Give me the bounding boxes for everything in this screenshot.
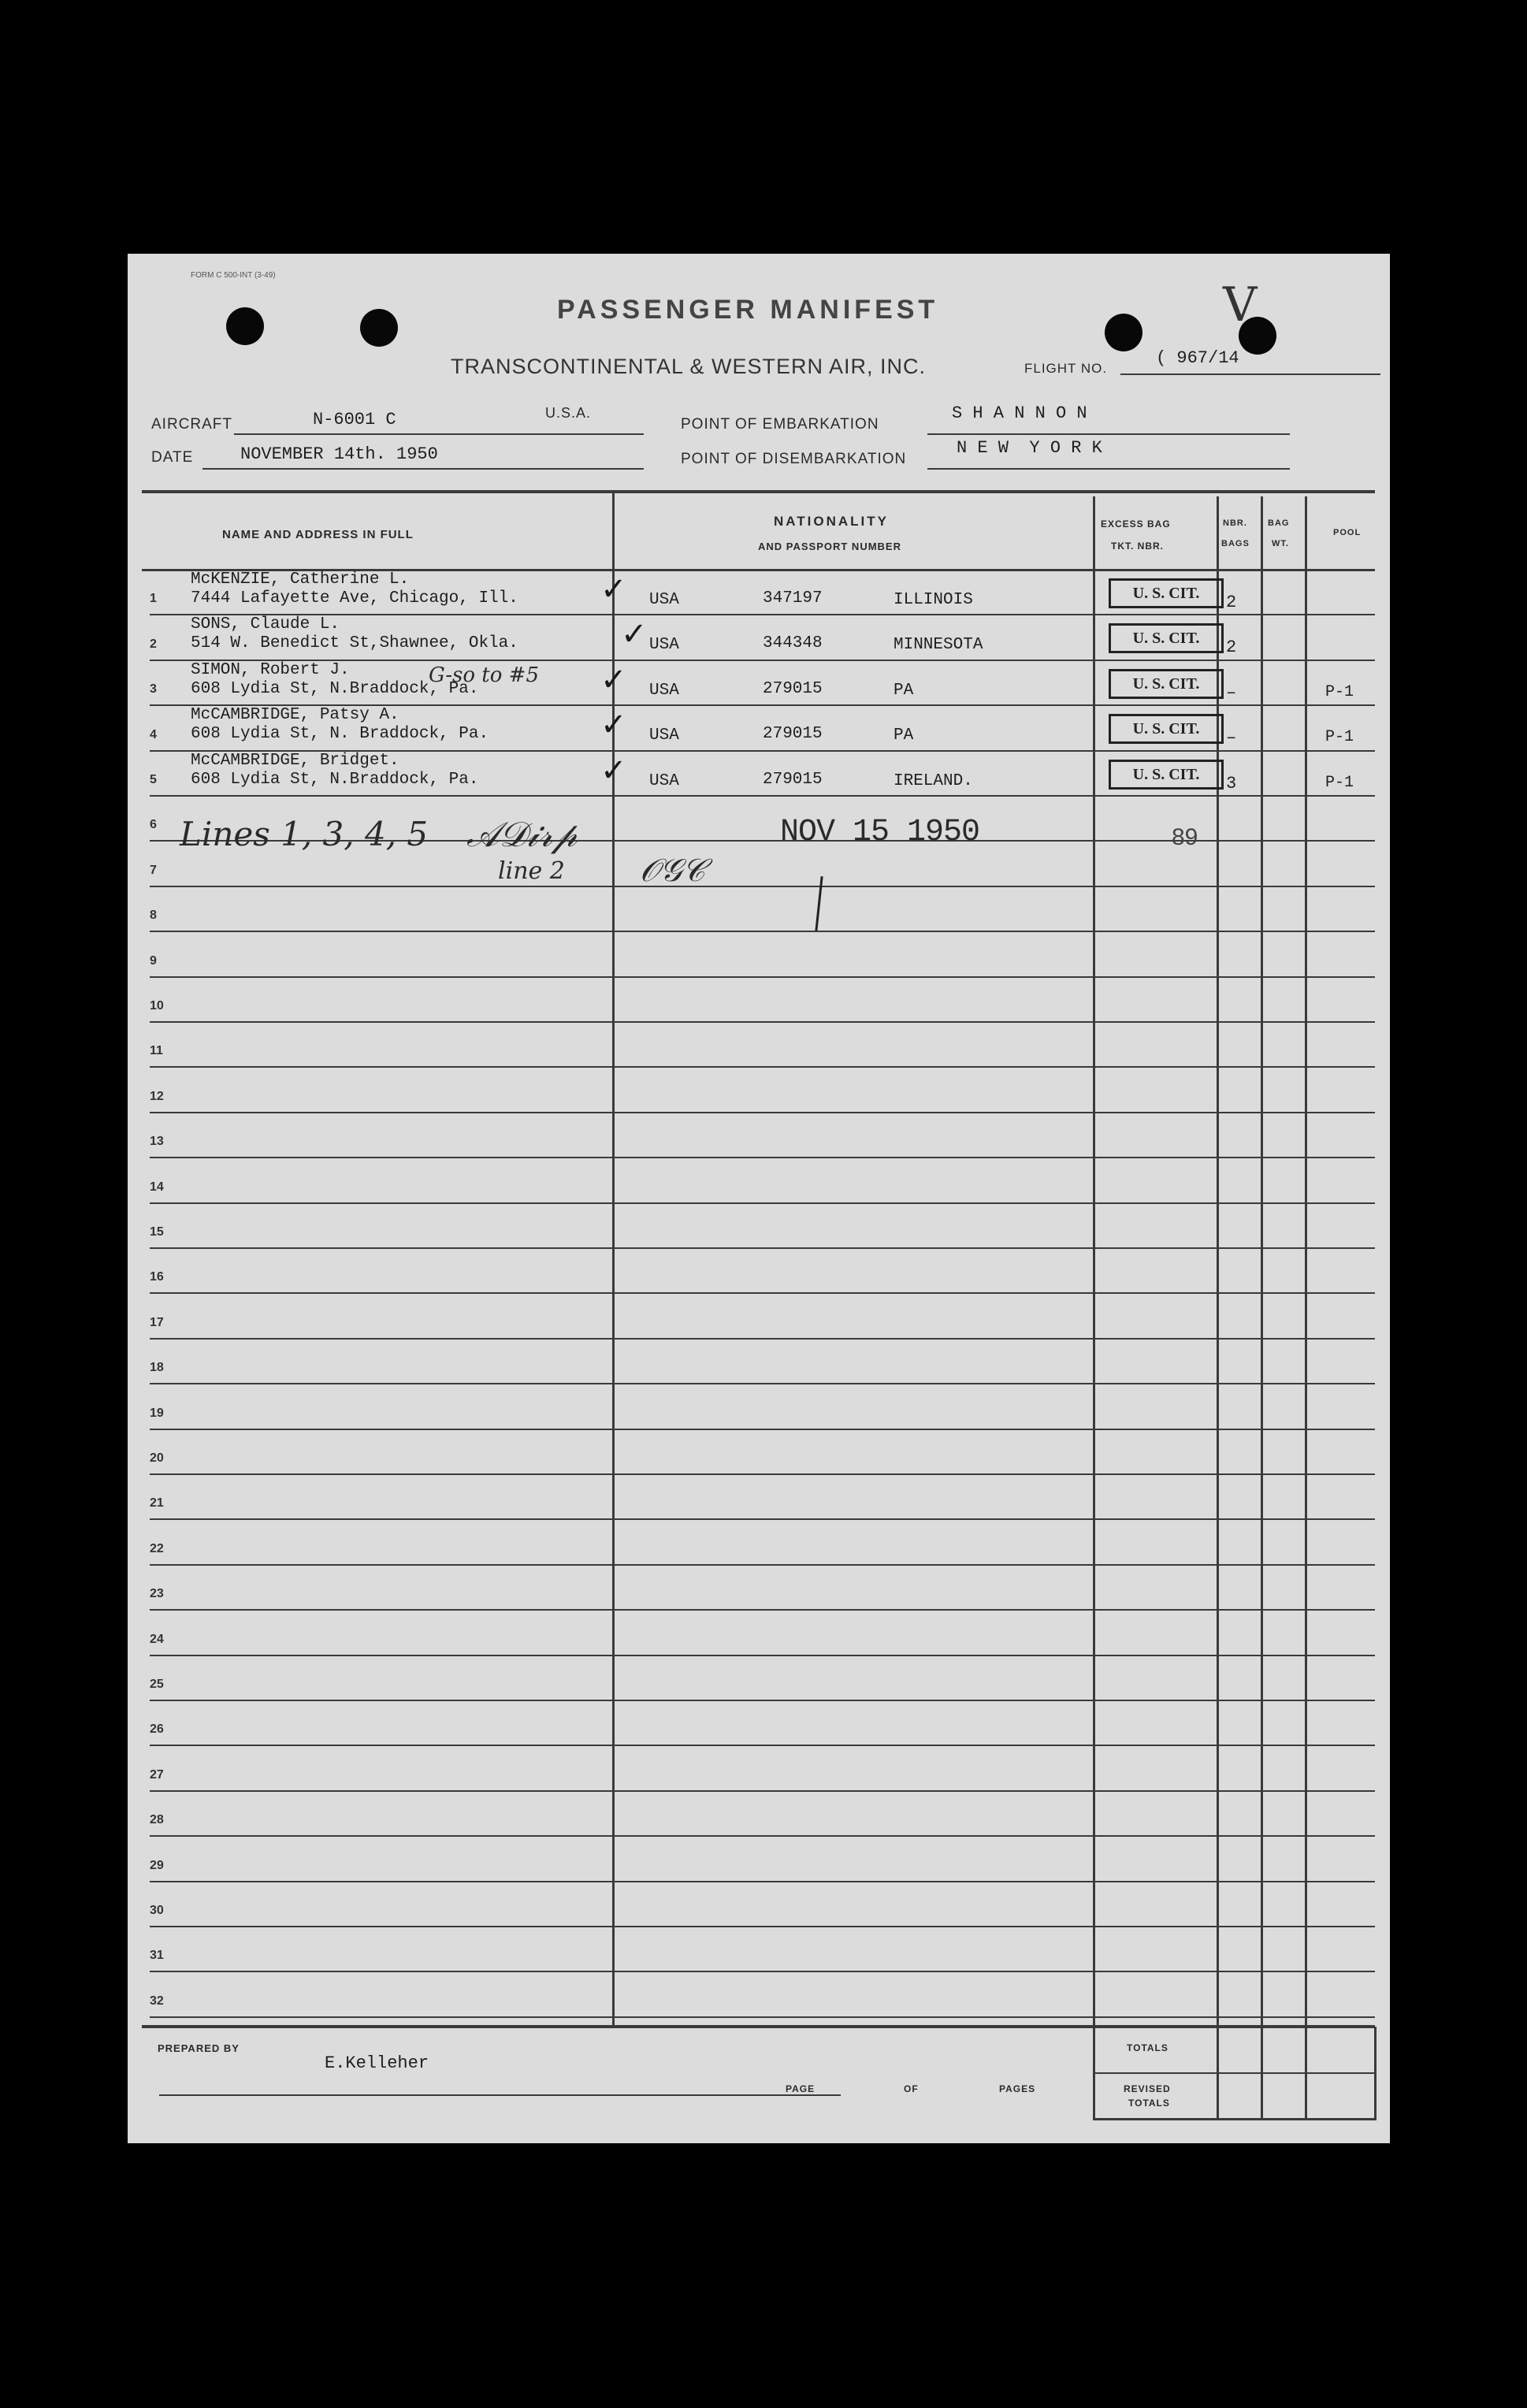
passenger-name: McKENZIE, Catherine L.	[191, 570, 410, 589]
disembarkation-label: POINT OF DISEMBARKATION	[681, 451, 907, 467]
check-mark-icon: ✓	[600, 708, 627, 742]
row-line	[150, 931, 1375, 932]
arrow-mark	[815, 876, 823, 931]
punch-hole	[226, 307, 264, 345]
punch-hole	[360, 309, 398, 347]
row-number: 23	[150, 1587, 164, 1600]
citizenship-stamp: U. S. CIT.	[1109, 623, 1224, 653]
of-label: OF	[904, 2083, 919, 2094]
row-number: 24	[150, 1633, 164, 1646]
check-mark-icon: ✓	[600, 753, 627, 788]
date-underline	[202, 468, 644, 470]
date-value: NOVEMBER 14th. 1950	[240, 444, 438, 464]
row-line	[150, 2016, 1375, 2018]
flight-underline	[1120, 373, 1380, 375]
flight-label: FLIGHT NO.	[1024, 361, 1108, 376]
passenger-nationality: USA	[649, 682, 679, 700]
row-line	[150, 1790, 1375, 1792]
handwritten-line2-note: line 2	[498, 857, 565, 885]
page-label: PAGE	[786, 2083, 816, 2094]
header-passport: AND PASSPORT NUMBER	[758, 541, 901, 552]
table-top-border	[142, 490, 1375, 493]
aircraft-label: AIRCRAFT	[151, 416, 232, 433]
passport-issued: MINNESOTA	[894, 636, 983, 654]
passport-number: 347197	[763, 589, 823, 608]
passenger-address: 608 Lydia St, N.Braddock, Pa.	[191, 680, 479, 698]
passport-number: 344348	[763, 634, 823, 652]
header-excess-1: EXCESS BAG	[1101, 518, 1171, 530]
row-number: 12	[150, 1090, 164, 1103]
row-number: 11	[150, 1044, 163, 1057]
row-line	[150, 1157, 1375, 1158]
row-number: 10	[150, 999, 164, 1013]
check-mark-icon: ✓	[600, 663, 627, 697]
row-number: 26	[150, 1722, 164, 1736]
row-number: 20	[150, 1451, 164, 1465]
embarkation-label: POINT OF EMBARKATION	[681, 416, 879, 433]
passenger-address: 514 W. Benedict St,Shawnee, Okla.	[191, 634, 518, 652]
form-code: FORM C 500-INT (3-49)	[191, 271, 276, 280]
row-line	[150, 1609, 1375, 1611]
bag-count: –	[1226, 728, 1237, 748]
prepared-underline	[159, 2094, 841, 2096]
row-number: 5	[150, 773, 157, 786]
row-line	[150, 1745, 1375, 1746]
aircraft-underline	[234, 433, 644, 435]
row-number: 25	[150, 1678, 164, 1691]
disembarkation-underline	[927, 468, 1290, 470]
roman-numeral-mark: Ⅴ	[1223, 277, 1258, 333]
row-number: 7	[150, 864, 157, 877]
pool-code: P-1	[1325, 774, 1354, 792]
header-pool: POOL	[1333, 528, 1362, 537]
manifest-sheet	[128, 254, 1390, 2143]
row-number: 17	[150, 1316, 164, 1329]
page-title: PASSENGER MANIFEST	[557, 295, 939, 325]
citizenship-stamp: U. S. CIT.	[1109, 714, 1224, 744]
row-line	[150, 1926, 1375, 1927]
row-number: 21	[150, 1496, 164, 1510]
handwritten-initials: 𝒪𝒢𝒞	[640, 853, 705, 889]
passenger-address: 608 Lydia St, N. Braddock, Pa.	[191, 725, 489, 743]
row-line	[150, 1292, 1375, 1294]
row-line	[150, 1066, 1375, 1068]
embarkation-underline	[927, 433, 1290, 435]
citizenship-stamp: U. S. CIT.	[1109, 578, 1224, 608]
row-number: 30	[150, 1904, 164, 1917]
excess-total: 89	[1172, 824, 1198, 850]
row-line	[150, 976, 1375, 978]
passenger-name: McCAMBRIDGE, Patsy A.	[191, 706, 399, 724]
totals-label: TOTALS	[1127, 2042, 1168, 2053]
passport-number: 279015	[763, 680, 823, 698]
row-number: 16	[150, 1270, 164, 1284]
header-name: NAME AND ADDRESS IN FULL	[222, 528, 414, 541]
pool-column-divider	[1305, 496, 1307, 2120]
bag-count: 3	[1226, 774, 1237, 793]
embarkation-value: S H A N N O N	[952, 403, 1087, 423]
pages-label: PAGES	[999, 2083, 1036, 2094]
handwritten-row3-note: G-so to #5	[429, 663, 539, 687]
row-number: 8	[150, 909, 157, 922]
header-bags-1: NBR.	[1223, 518, 1247, 528]
revised-totals-label: TOTALS	[1128, 2098, 1170, 2109]
header-nationality: NATIONALITY	[774, 514, 890, 529]
row-line	[150, 1247, 1375, 1249]
passport-issued: IRELAND.	[894, 772, 973, 790]
bag-count: 2	[1226, 637, 1237, 657]
passenger-nationality: USA	[649, 591, 679, 609]
citizenship-stamp: U. S. CIT.	[1109, 669, 1224, 699]
header-bags-2: BAGS	[1221, 539, 1250, 548]
date-stamp: NOV 15 1950	[780, 815, 980, 850]
disembarkation-value: N E W Y O R K	[957, 438, 1102, 458]
row-line	[150, 1971, 1375, 1972]
totals-divider	[1093, 2072, 1377, 2074]
passenger-address: 7444 Lafayette Ave, Chicago, Ill.	[191, 589, 518, 608]
header-weight-1: BAG	[1268, 518, 1290, 528]
row-number: 18	[150, 1361, 164, 1374]
weight-column-divider	[1261, 496, 1263, 2120]
passport-number: 279015	[763, 771, 823, 789]
handwritten-lines-note: Lines 1, 3, 4, 5	[180, 815, 429, 853]
aircraft-value: N-6001 C	[313, 410, 396, 429]
passport-issued: PA	[894, 726, 914, 745]
flight-number: ( 967/14	[1156, 348, 1239, 368]
row-number: 28	[150, 1813, 164, 1826]
row-number: 14	[150, 1180, 164, 1194]
row-line	[150, 1383, 1375, 1384]
totals-right-border	[1374, 2027, 1377, 2120]
nationality-column-divider	[1093, 496, 1095, 2120]
row-number: 29	[150, 1859, 164, 1872]
row-line	[150, 795, 1375, 797]
row-number: 22	[150, 1542, 164, 1555]
row-number: 1	[150, 592, 157, 605]
row-number: 31	[150, 1949, 164, 1962]
row-line	[150, 1700, 1375, 1701]
airline-name: TRANSCONTINENTAL & WESTERN AIR, INC.	[451, 355, 927, 378]
row-line	[150, 1518, 1375, 1520]
prepared-by-label: PREPARED BY	[158, 2042, 240, 2054]
bag-count: –	[1226, 683, 1237, 703]
punch-hole	[1105, 314, 1142, 351]
handwritten-signature: 𝒜𝒟𝒾𝓇𝓅	[466, 815, 578, 855]
citizenship-stamp: U. S. CIT.	[1109, 760, 1224, 790]
pool-code: P-1	[1325, 728, 1354, 746]
sheet-bottom-border	[1093, 2118, 1377, 2120]
row-number: 9	[150, 954, 157, 968]
passport-issued: ILLINOIS	[894, 591, 973, 609]
registry-label: U.S.A.	[545, 405, 592, 421]
row-line	[150, 1338, 1375, 1340]
row-line	[150, 1655, 1375, 1656]
row-number: 13	[150, 1135, 164, 1148]
row-line	[150, 1564, 1375, 1566]
footer-top-border	[142, 2025, 1375, 2028]
row-line	[150, 1429, 1375, 1430]
check-mark-icon: ✓	[621, 617, 648, 652]
header-excess-2: TKT. NBR.	[1111, 541, 1164, 552]
bag-count: 2	[1226, 593, 1237, 612]
pool-code: P-1	[1325, 683, 1354, 701]
row-line	[150, 1021, 1375, 1023]
passenger-nationality: USA	[649, 636, 679, 654]
row-line	[150, 1835, 1375, 1837]
row-line	[150, 1473, 1375, 1475]
row-line	[150, 886, 1375, 887]
passenger-address: 608 Lydia St, N.Braddock, Pa.	[191, 771, 479, 789]
passenger-name: SONS, Claude L.	[191, 615, 340, 634]
row-number: 15	[150, 1225, 164, 1239]
passenger-nationality: USA	[649, 726, 679, 745]
row-number: 2	[150, 637, 157, 651]
passport-number: 279015	[763, 725, 823, 743]
passenger-nationality: USA	[649, 772, 679, 790]
row-number: 32	[150, 1994, 164, 2008]
row-number: 6	[150, 818, 157, 831]
row-line	[150, 1112, 1375, 1113]
passenger-name: SIMON, Robert J.	[191, 661, 350, 679]
row-number: 27	[150, 1768, 164, 1782]
row-line	[150, 1202, 1375, 1204]
row-number: 3	[150, 682, 157, 696]
row-line	[150, 1881, 1375, 1882]
check-mark-icon: ✓	[600, 572, 627, 607]
revised-label: REVISED	[1124, 2083, 1171, 2094]
row-number: 4	[150, 728, 157, 741]
prepared-by-value: E.Kelleher	[325, 2053, 429, 2073]
row-number: 19	[150, 1407, 164, 1420]
header-weight-2: WT.	[1272, 539, 1289, 548]
date-label: DATE	[151, 449, 194, 466]
passenger-name: McCAMBRIDGE, Bridget.	[191, 752, 399, 770]
passport-issued: PA	[894, 682, 914, 700]
